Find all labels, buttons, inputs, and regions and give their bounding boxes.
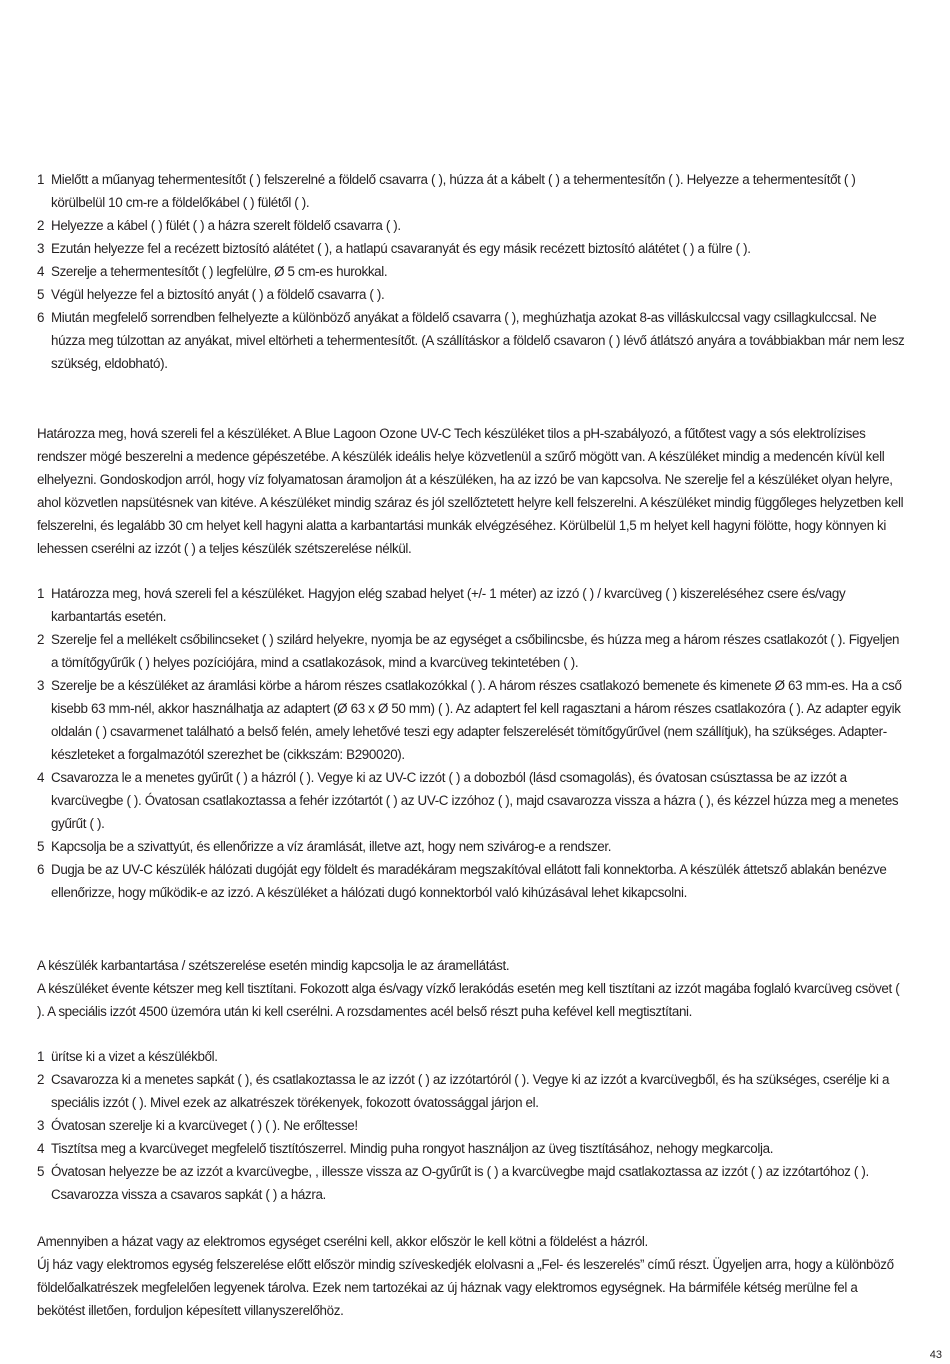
step-number: 1 (37, 172, 45, 187)
step-text: Csavarozza ki a menetes sapkát ( ), és csatlakoztassa le az izzót ( ) az izzótartóról ( ). Vegye ki az izzót a kvarcüvegből, és ha szükséges, cserélje ki a speciális izzót ( ). Mivel ezek az alkatrészek törékenyek, fokozott óvatossággal járjon el. (51, 1072, 890, 1110)
maintenance-info: A készüléket évente kétszer meg kell tisztítani. Fokozott alga és/vagy vízkő lerakódás esetén meg kell tisztítani az izzót magába foglaló kvarcüveg csövet ( ). A speciális izzót 4500 üzemóra után ki kell cserélni. A rozsdamentes acél belső részt puha kefével kell megtisztítani. (37, 981, 900, 1019)
list-item (37, 1160, 905, 1206)
step-text: Szerelje be a készüléket az áramlási körbe a három részes csatlakozókkal ( ). A három részes csatlakozó bemenete és kimenete Ø 63 mm-es. Ha a cső kisebb 63 mm-nél, akkor használhatja az adaptert (Ø 63 x Ø 50 mm) ( ). Az adaptert fel kell ragasztani a három részes csatlakozóra ( ). Az adapter egyik oldalán ( ) csavarmenet található a belső felén, amely lehetővé teszi egy adapter felszerelését tömítőgyűrűvel (nem szállítjuk), ha szükséges. Adapter-készleteket a forgalmazótól szerezhet be (cikkszám: B290020). (51, 678, 902, 762)
step-text: Ezután helyezze fel a recézett biztosító alátétet ( ), a hatlapú csavaranyát és egy másik recézett biztosító alátétet ( ) a fülre ( ). (51, 241, 751, 256)
step-number: 4 (37, 770, 45, 785)
step-number: 2 (37, 218, 45, 233)
list-item (37, 214, 905, 237)
replacement-note: Amennyiben a házat vagy az elektromos egységet cserélni kell, akkor először le kell kötni a földelést a házról. (37, 1234, 648, 1249)
step-text: ürítse ki a vizet a készülékből. (51, 1049, 218, 1064)
step-number: 2 (37, 1072, 45, 1087)
step-number: 5 (37, 287, 45, 302)
step-text: Szerelje fel a mellékelt csőbilincseket ( ) szilárd helyekre, nyomja be az egységet a csőbilincsbe, és húzza meg a három részes csatlakozót ( ). Figyeljen a tömítőgyűrűk ( ) helyes pozíciójára, mind a csatlakozások, mind a kvarcüveg tekintetében ( ). (51, 632, 900, 670)
replacement-info: Új ház vagy elektromos egység felszerelése előtt először mindig szíveskedjék elolvasni a „Fel- és leszerelés” című részt. Ügyeljen arra, hogy a különböző földelőalkatrészek megfelelően legyenek tárolva. Ezek nem tartozékai az új háznak vagy elektromos egységnek. Ha bármiféle kétség merülne fel a bekötést illetően, forduljon képesített villanyszerelőhöz. (37, 1257, 894, 1318)
list-item (37, 858, 905, 904)
step-text: Szerelje a tehermentesítőt ( ) legfelülre, Ø 5 cm-es hurokkal. (51, 264, 388, 279)
step-number: 6 (37, 310, 45, 325)
replacement-section (37, 1230, 905, 1322)
step-number: 1 (37, 1049, 45, 1064)
list-item (37, 306, 905, 375)
step-text: Óvatosan helyezze be az izzót a kvarcüvegbe, , illessze vissza az O-gyűrűt is ( ) a kvarcüvegbe majd csatlakoztassa az izzót ( ) az izzótartóhoz ( ). Csavarozza vissza a csavaros sapkát ( ) a házra. (51, 1164, 869, 1202)
list-item (37, 1114, 905, 1137)
step-number: 3 (37, 241, 45, 256)
step-text: Miután megfelelő sorrendben felhelyezte a különböző anyákat a földelő csavarra ( ), meghúzhatja azokat 8-as villáskulccsal vagy csillagkulccsal. Ne húzza meg túlzottan az anyákat, mivel eltörheti a tehermentesítőt. (A szállításkor a földelő csavaron ( ) lévő átlátszó anyára a továbbiakban már nem lesz szükség, eldobható). (51, 310, 905, 371)
step-text: Határozza meg, hová szereli fel a készüléket. Hagyjon elég szabad helyet (+/- 1 méter) az izzó ( ) / kvarcüveg ( ) kiszereléséhez csere és/vagy karbantartás esetén. (51, 586, 846, 624)
step-number: 3 (37, 678, 45, 693)
grounding-steps-list (37, 168, 905, 375)
list-item (37, 835, 905, 858)
step-text: Mielőtt a műanyag tehermentesítőt ( ) felszerelné a földelő csavarra ( ), húzza át a kábelt ( ) a tehermentesítőn ( ). Helyezze a tehermentesítőt ( ) körülbelül 10 cm-re a földelőkábel ( ) fülétől ( ). (51, 172, 856, 210)
maintenance-section (37, 954, 905, 1206)
step-number: 5 (37, 1164, 45, 1179)
step-text: Óvatosan szerelje ki a kvarcüveget ( ) ( ). Ne erőltesse! (51, 1118, 358, 1133)
step-number: 6 (37, 862, 45, 877)
maintenance-steps-list (37, 1045, 905, 1206)
step-text: Tisztítsa meg a kvarcüveget megfelelő tisztítószerrel. Mindig puha rongyot használjon az üveg tisztításához, nehogy megkarcolja. (51, 1141, 774, 1156)
step-text: Végül helyezze fel a biztosító anyát ( ) a földelő csavarra ( ). (51, 287, 385, 302)
list-item (37, 168, 905, 214)
step-number: 3 (37, 1118, 45, 1133)
list-item (37, 582, 905, 628)
step-text: Kapcsolja be a szivattyút, és ellenőrizze a víz áramlását, illetve azt, hogy nem szivárog-e a rendszer. (51, 839, 612, 854)
list-item (37, 628, 905, 674)
installation-intro: Határozza meg, hová szereli fel a készüléket. A Blue Lagoon Ozone UV-C Tech készüléket tilos a pH-szabályozó, a fűtőtest vagy a sós elektrolízises rendszer mögé beszerelni a medence gépészetébe. A készülék ideális helye közvetlenül a szűrő mögött van. A készüléket mindig a medencén kívül kell elhelyezni. Gondoskodjon arról, hogy víz folyamatosan áramoljon át a készüléken, ha az izzó be van kapcsolva. Ne szerelje fel a készüléket olyan helyre, ahol közvetlen napsütésnek van kitéve. A készüléket mindig száraz és jól szellőztetett helyre kell felszerelni. A készüléket mindig függőleges helyzetben kell felszerelni, és legalább 30 cm helyet kell hagyni alatta a karbantartási munkák elvégzéséhez. Körülbelül 1,5 m helyet kell hagyni fölötte, hogy könnyen ki lehessen cserélni az izzót ( ) a teljes készülék szétszerelése nélkül. (37, 426, 904, 556)
step-text: Helyezze a kábel ( ) fülét ( ) a házra szerelt földelő csavarra ( ). (51, 218, 401, 233)
list-item (37, 1045, 905, 1068)
step-number: 4 (37, 1141, 45, 1156)
step-text: Csavarozza le a menetes gyűrűt ( ) a házról ( ). Vegye ki az UV-C izzót ( ) a dobozból (lásd csomagolás), és óvatosan csúsztassa be az izzót a kvarcüvegbe ( ). Óvatosan csatlakoztassa a fehér izzótartót ( ) az UV-C izzóhoz ( ), majd csavarozza vissza a házra ( ), és kézzel húzza meg a menetes gyűrűt ( ). (51, 770, 899, 831)
list-item (37, 237, 905, 260)
step-number: 1 (37, 586, 45, 601)
step-number: 2 (37, 632, 45, 647)
installation-steps-list (37, 582, 905, 904)
step-number: 4 (37, 264, 45, 279)
page-number: 43 (929, 1349, 942, 1361)
step-number: 5 (37, 839, 45, 854)
grounding-steps-section (37, 168, 905, 375)
list-item (37, 674, 905, 766)
step-text: Dugja be az UV-C készülék hálózati dugóját egy földelt és maradékáram megszakítóval ellátott fali konnektorba. A készülék áttetsző ablakán benézve ellenőrizze, hogy működik-e az izzó. A készüléket a hálózati dugó konnektorból való kihúzásával lehet kikapcsolni. (51, 862, 887, 900)
list-item (37, 1137, 905, 1160)
list-item (37, 766, 905, 835)
installation-section (37, 422, 905, 904)
maintenance-warning: A készülék karbantartása / szétszerelése esetén mindig kapcsolja le az áramellátást. (37, 958, 510, 973)
list-item (37, 1068, 905, 1114)
list-item (37, 283, 905, 306)
list-item (37, 260, 905, 283)
